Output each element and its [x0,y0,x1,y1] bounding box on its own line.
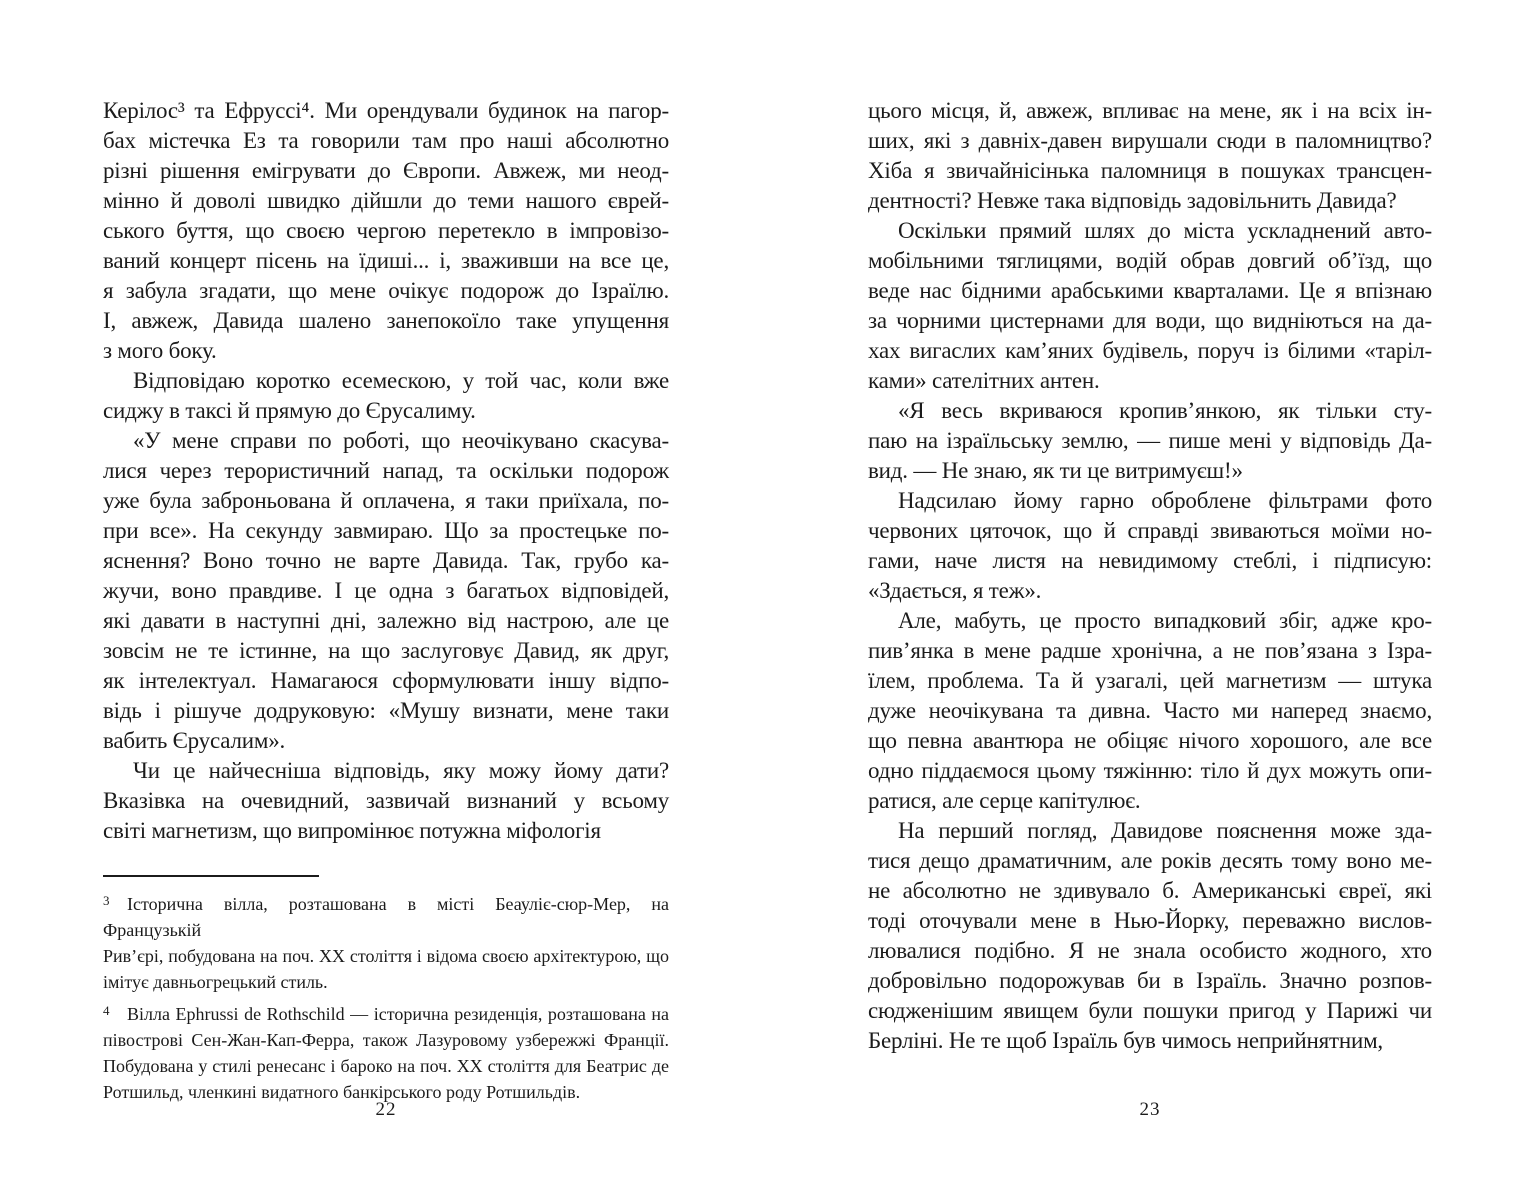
text-line: за чорними цистернами для води, що видніються на да- [868,308,1432,333]
text-line: уже була заброньована й оплачена, я таки приїхала, по- [103,488,669,513]
text-line: ками» сателітних антен. [868,368,1100,393]
footnote [103,888,669,995]
text-line: веде нас бідними арабськими кварталами. Це я впізнаю [868,278,1432,303]
text-line: різні рішення емігрувати до Європи. Авжеж, ми неод- [103,158,669,183]
text-line: зовсім не те істинне, на що заслуговує Давид, як друг, [103,638,669,663]
text-line: гами, наче листя на невидимому стеблі, і підписую: [868,548,1432,573]
footnote-line: Ротшильд, членкині видатного банкірського роду Ротшильдів. [103,1082,581,1102]
text-line: мінно й доволі швидко дійшли до теми нашого єврей- [103,188,669,213]
footnote-line: Рив’єрі, побудована на поч. ХХ століття і відома своєю архітектурою, що [103,946,669,966]
text-line: дентності? Невже така відповідь задовільнить Давида? [868,188,1397,213]
text-line: Вказівка на очевидний, зазвичай визнаний у всьому [103,788,669,813]
text-line: бах містечка Ез та говорили там про наші абсолютно [103,128,669,153]
text-line: я забула згадати, що мене очікує подорож до Ізраїлю. [103,278,669,303]
text-line: Оскільки прямий шлях до міста ускладнений авто- [898,218,1432,243]
text-line: не абсолютно не здивувало б. Американські євреї, які [868,878,1432,903]
footnote-line: 3 Історична вілла, розташована в місті Беауліє-сюр-Мер, на Французькій [103,888,669,943]
page-column [868,96,1432,1162]
footnote-line: імітує давньогрецький стиль. [103,972,328,992]
page-number: 22 [375,1099,397,1120]
footnote-line: півострові Сен-Жан-Кап-Ферра, також Лазуровому узбережжі Франції. [103,1030,669,1050]
text-line: ваний концерт пісень на їдиші... і, зваживши на все це, [103,248,669,273]
text-line: вид. — Не знаю, як ти це витримуєш!» [868,458,1243,483]
text-line: паю на ізраїльську землю, — пише мені у відповідь Да- [868,428,1432,453]
text-line: добровільно подорожував би в Ізраїль. Значно розпов- [868,968,1432,993]
footnote-rule [103,875,319,877]
text-line: пив’янка в мене радше хронічна, а не пов’язана з Ізра- [868,638,1432,663]
paragraph [868,816,1432,1056]
text-line: «Здається, я теж». [868,578,1042,603]
paragraph [103,426,669,756]
paragraph [868,606,1432,816]
text-line: лися через терористичний напад, та оскільки подорож [103,458,669,483]
text-line: вабить Єрусалим». [103,728,286,753]
text-line: яснення? Воно точно не варте Давида. Так, грубо ка- [103,548,669,573]
text-line: На перший погляд, Давидове пояснення може зда- [898,818,1432,843]
paragraph [868,216,1432,396]
paragraph [868,396,1432,486]
text-line: лювалися подібно. Я не знала особисто жодного, хто [868,938,1432,963]
text-line: Берліні. Не те щоб Ізраїль був чимось неприйнятним, [868,1028,1383,1053]
text-line: цього місця, й, авжеж, впливає на мене, як і на всіх ін- [868,98,1432,123]
text-line: Хіба я звичайнісінька паломниця в пошуках трансцен- [868,158,1432,183]
text-line: Але, мабуть, це просто випадковий збіг, адже кро- [898,608,1432,633]
footnotes [103,875,669,1108]
text-line: ратися, але серце капітулює. [868,788,1141,813]
text-line: їлем, проблема. Та й узагалі, цей магнетизм — штука [868,668,1432,693]
text-line: відь і рішуче додруковую: «Мушу визнати, мене таки [103,698,669,723]
text-line: Відповідаю коротко есемескою, у той час, коли вже [133,368,669,393]
text-line: хах вигаслих кам’яних будівель, поруч із білими «таріл- [868,338,1432,363]
text-line: ших, які з давніх-давен вирушали сюди в паломництво? [868,128,1432,153]
text-line: «У мене справи по роботі, що неочікувано скасува- [133,428,669,453]
text-line: сиджу в таксі й прямую до Єрусалиму. [103,398,476,423]
text-line: Надсилаю йому гарно оброблене фільтрами фото [898,488,1432,513]
text-line: червоних цяточок, що й справді звиваються моїми но- [868,518,1432,543]
text-line: жучи, воно правдиве. І це одна з багатьох відповідей, [103,578,669,603]
page-body [868,96,1432,1056]
page-body [103,96,669,846]
text-line: тоді оточували мене в Нью-Йорку, переважно вислов- [868,908,1432,933]
text-line: як інтелектуал. Намагаюся сформулювати іншу відпо- [103,668,669,693]
paragraph [103,366,669,426]
page-column [103,96,669,1162]
text-line: дуже неочікувана та дивна. Часто ми наперед знаємо, [868,698,1432,723]
paragraph [103,756,669,846]
text-line: мобільними тяглицями, водій обрав довгий об’їзд, що [868,248,1432,273]
text-line: що певна авантюра не обіцяє нічого хорошого, але все [868,728,1432,753]
paragraph [868,486,1432,606]
text-line: І, авжеж, Давида шалено занепокоїло таке упущення [103,308,669,333]
paragraph [103,96,669,366]
text-line: Керілос³ та Ефруссі⁴. Ми орендували будинок на пагор- [103,98,669,123]
footnote [103,998,669,1105]
text-line: світі магнетизм, що випромінює потужна міфологія [103,818,601,843]
text-line: з мого боку. [103,338,217,363]
text-line: сюдженішим явищем були пошуки пригод у Парижі чи [868,998,1432,1023]
text-line: «Я весь вкриваюся кропив’янкою, як тільки сту- [898,398,1432,423]
text-line: при все». На секунду завмираю. Що за простецьке по- [103,518,669,543]
footnote-marker: 3 [103,893,110,908]
text-line: які давати в наступні дні, залежно від настрою, але це [103,608,669,633]
page-number: 23 [1139,1099,1161,1120]
text-line: одно піддаємося цьому тяжінню: тіло й дух можуть опи- [868,758,1432,783]
paragraph [868,96,1432,216]
text-line: Чи це найчесніша відповідь, яку можу йому дати? [133,758,669,783]
footnote-marker: 4 [103,1003,110,1018]
text-line: ського буття, що своєю чергою перетекло в імпровізо- [103,218,669,243]
footnote-line: Побудована у стилі ренесанс і бароко на поч. ХХ століття для Беатрис де [103,1056,669,1076]
text-line: тися дещо драматичним, але років десять тому воно ме- [868,848,1432,873]
footnote-line: 4 Вілла Ephrussi de Rothschild — історична резиденція, розташована на [103,998,669,1027]
